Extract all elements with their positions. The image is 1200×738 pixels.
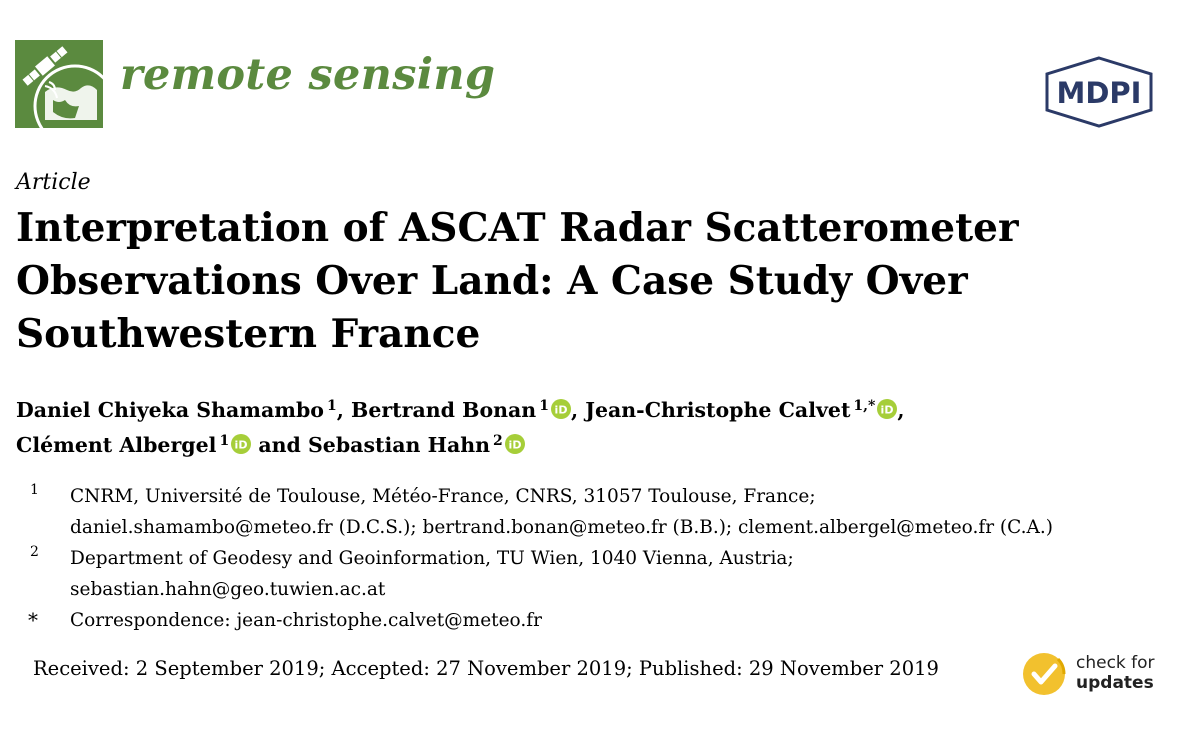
author-separator: , bbox=[570, 398, 586, 422]
journal-name[interactable]: remote sensing bbox=[120, 50, 496, 100]
affiliation-mark: 1 bbox=[30, 482, 39, 498]
affiliation-line: CNRM, Université de Toulouse, Météo-France, CNRS, 31057 Toulouse, France; bbox=[70, 486, 816, 507]
svg-text:iD: iD bbox=[554, 403, 568, 417]
mdpi-logo[interactable] bbox=[1043, 56, 1155, 128]
satellite-globe-icon bbox=[15, 40, 103, 128]
author-affiliation-mark: 2 bbox=[493, 433, 503, 449]
journal-logo bbox=[15, 40, 103, 128]
author-affiliation-mark: 1 bbox=[539, 398, 549, 414]
title-line: Southwestern France bbox=[16, 311, 481, 357]
title-line: Observations Over Land: A Case Study Over bbox=[16, 258, 968, 304]
author-name[interactable]: Sebastian Hahn bbox=[307, 433, 491, 457]
affiliation-text bbox=[70, 481, 1053, 543]
affiliation-mark: 2 bbox=[30, 544, 39, 560]
mdpi-hexagon-icon bbox=[1043, 56, 1155, 128]
affiliation-email[interactable]: sebastian.hahn@geo.tuwien.ac.at bbox=[70, 579, 386, 600]
correspondence-mark: * bbox=[28, 608, 38, 632]
author-name[interactable]: Jean-Christophe Calvet bbox=[585, 398, 851, 422]
author-affiliation-mark: 1 bbox=[326, 398, 337, 414]
author-line bbox=[16, 428, 1116, 463]
orcid-icon[interactable] bbox=[877, 399, 897, 419]
title-line: Interpretation of ASCAT Radar Scatterometer bbox=[16, 205, 1019, 251]
author-affiliation-mark: 1,* bbox=[853, 398, 876, 414]
check-updates-line2: updates bbox=[1076, 673, 1154, 693]
author-name[interactable]: Daniel Chiyeka Shamambo bbox=[16, 398, 324, 422]
author-list bbox=[16, 393, 1116, 463]
author-separator: , bbox=[897, 398, 905, 422]
svg-text:iD: iD bbox=[880, 403, 894, 417]
author-name[interactable]: Bertrand Bonan bbox=[351, 398, 537, 422]
article-type: Article bbox=[16, 170, 91, 195]
affiliation-line: Department of Geodesy and Geoinformation, TU Wien, 1040 Vienna, Austria; bbox=[70, 548, 794, 569]
publication-dates: Received: 2 September 2019; Accepted: 27 November 2019; Published: 29 November 2019 bbox=[33, 657, 939, 680]
svg-text:iD: iD bbox=[508, 438, 522, 452]
article-title bbox=[16, 202, 1066, 361]
author-separator: , bbox=[336, 398, 352, 422]
check-updates-line1: check for bbox=[1076, 653, 1155, 673]
check-updates-text bbox=[1076, 653, 1155, 693]
correspondence-email[interactable]: Correspondence: jean-christophe.calvet@meteo.fr bbox=[70, 610, 542, 631]
check-updates-icon bbox=[1022, 651, 1068, 697]
author-affiliation-mark: 1 bbox=[219, 433, 230, 449]
correspondence-text bbox=[70, 605, 542, 636]
affiliation-text bbox=[70, 543, 794, 605]
author-name[interactable]: Clément Albergel bbox=[16, 433, 217, 457]
orcid-icon[interactable] bbox=[551, 399, 571, 419]
mdpi-logo-text: MDPI bbox=[1056, 76, 1142, 110]
svg-text:iD: iD bbox=[234, 438, 248, 452]
check-for-updates-button[interactable] bbox=[1022, 651, 1162, 697]
affiliation-emails[interactable]: daniel.shamambo@meteo.fr (D.C.S.); bertrand.bonan@meteo.fr (B.B.); clement.albergel@meteo.fr (C.A.) bbox=[70, 517, 1053, 538]
author-separator: and bbox=[251, 433, 308, 457]
author-line bbox=[16, 393, 1116, 428]
orcid-icon[interactable] bbox=[231, 434, 251, 454]
orcid-icon[interactable] bbox=[505, 434, 525, 454]
